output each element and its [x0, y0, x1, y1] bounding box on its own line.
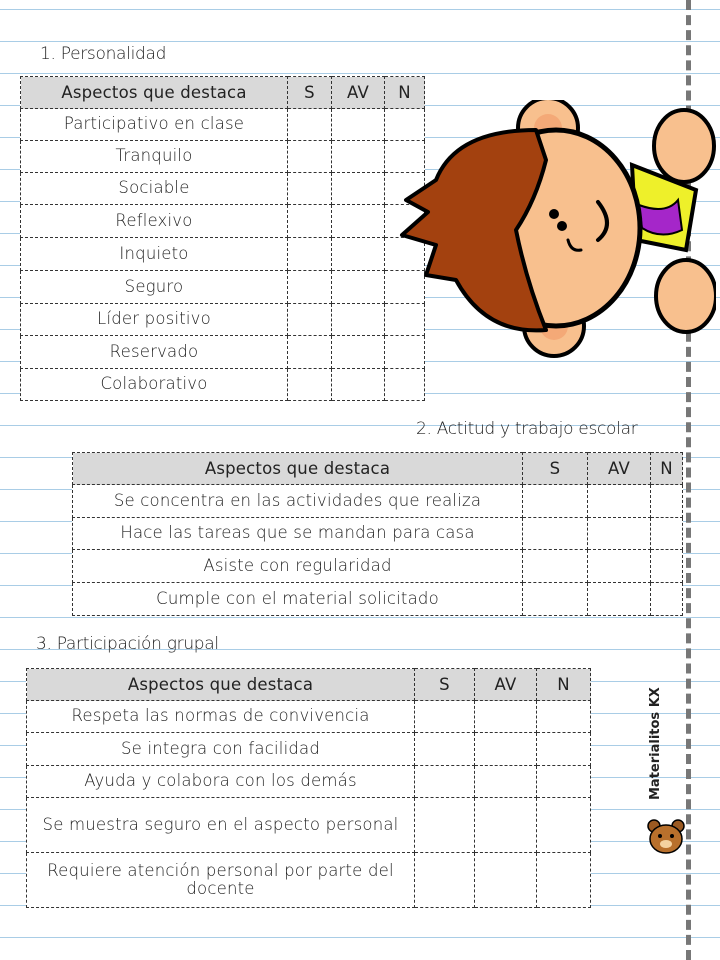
table-row — [27, 853, 591, 908]
table-personalidad — [20, 76, 425, 401]
table-row — [73, 583, 683, 616]
table-row — [21, 141, 425, 173]
rating-cell-s[interactable] — [415, 766, 475, 798]
child-illustration — [396, 100, 716, 360]
table-row — [21, 369, 425, 401]
section-title-personalidad: 1. Personalidad — [40, 44, 167, 64]
rating-cell-av[interactable] — [475, 733, 537, 766]
rating-cell-av[interactable] — [332, 141, 385, 173]
rating-cell-s[interactable] — [523, 583, 588, 616]
aspect-label: Cumple con el material solicitado — [73, 583, 523, 616]
table-row — [21, 109, 425, 141]
rating-cell-av[interactable] — [332, 304, 385, 336]
header-aspectos: Aspectos que destaca — [27, 669, 415, 701]
rating-cell-s[interactable] — [288, 271, 332, 304]
rating-cell-s[interactable] — [523, 485, 588, 518]
aspect-label: Colaborativo — [21, 369, 288, 401]
table-row — [27, 766, 591, 798]
rating-cell-av[interactable] — [332, 271, 385, 304]
aspect-label: Hace las tareas que se mandan para casa — [73, 518, 523, 550]
aspect-label: Requiere atención personal por parte del docente — [27, 853, 415, 908]
rating-cell-av[interactable] — [588, 485, 651, 518]
rating-cell-s[interactable] — [288, 336, 332, 369]
table-row — [73, 518, 683, 550]
rating-cell-n[interactable] — [651, 550, 683, 583]
aspect-label: Se concentra en las actividades que realiza — [73, 485, 523, 518]
rating-cell-av[interactable] — [475, 798, 537, 853]
rating-cell-s[interactable] — [288, 141, 332, 173]
rating-cell-n[interactable] — [651, 583, 683, 616]
table-participacion — [26, 668, 591, 908]
table-header-row — [73, 453, 683, 485]
aspect-label: Ayuda y colabora con los demás — [27, 766, 415, 798]
header-av: AV — [332, 77, 385, 109]
header-av: AV — [475, 669, 537, 701]
rating-cell-av[interactable] — [475, 701, 537, 733]
aspect-label: Respeta las normas de convivencia — [27, 701, 415, 733]
rating-cell-s[interactable] — [523, 550, 588, 583]
rating-cell-n[interactable] — [537, 798, 591, 853]
rating-cell-n[interactable] — [651, 518, 683, 550]
rating-cell-s[interactable] — [523, 518, 588, 550]
rating-cell-av[interactable] — [332, 109, 385, 141]
rating-cell-av[interactable] — [332, 205, 385, 238]
table-row — [27, 733, 591, 766]
aspect-label: Se integra con facilidad — [27, 733, 415, 766]
aspect-label: Participativo en clase — [21, 109, 288, 141]
rating-cell-s[interactable] — [415, 733, 475, 766]
header-av: AV — [588, 453, 651, 485]
header-n: N — [651, 453, 683, 485]
rating-cell-s[interactable] — [415, 701, 475, 733]
rating-cell-n[interactable] — [537, 766, 591, 798]
table-header-row — [21, 77, 425, 109]
header-s: S — [415, 669, 475, 701]
table-row — [27, 798, 591, 853]
rating-cell-av[interactable] — [332, 336, 385, 369]
bear-icon — [646, 818, 686, 856]
rating-cell-n[interactable] — [537, 701, 591, 733]
rating-cell-av[interactable] — [332, 238, 385, 271]
table-row — [21, 336, 425, 369]
header-n: N — [537, 669, 591, 701]
header-s: S — [523, 453, 588, 485]
table-row — [21, 205, 425, 238]
rating-cell-s[interactable] — [288, 369, 332, 401]
aspect-label: Sociable — [21, 173, 288, 205]
rating-cell-n[interactable] — [385, 369, 425, 401]
aspect-label: Seguro — [21, 271, 288, 304]
table-row — [73, 485, 683, 518]
aspect-label: Asiste con regularidad — [73, 550, 523, 583]
header-aspectos: Aspectos que destaca — [73, 453, 523, 485]
rating-cell-s[interactable] — [288, 109, 332, 141]
table-row — [27, 701, 591, 733]
table-row — [21, 238, 425, 271]
table-row — [21, 304, 425, 336]
rating-cell-av[interactable] — [588, 518, 651, 550]
rating-cell-n[interactable] — [537, 853, 591, 908]
header-n: N — [385, 77, 425, 109]
rating-cell-av[interactable] — [475, 766, 537, 798]
rating-cell-s[interactable] — [288, 205, 332, 238]
aspect-label: Tranquilo — [21, 141, 288, 173]
table-row — [21, 271, 425, 304]
aspect-label: Líder positivo — [21, 304, 288, 336]
rating-cell-n[interactable] — [651, 485, 683, 518]
header-s: S — [288, 77, 332, 109]
table-row — [73, 550, 683, 583]
rating-cell-s[interactable] — [288, 173, 332, 205]
rating-cell-av[interactable] — [332, 369, 385, 401]
rating-cell-s[interactable] — [415, 798, 475, 853]
rating-cell-av[interactable] — [588, 583, 651, 616]
aspect-label: Se muestra seguro en el aspecto personal — [27, 798, 415, 853]
rating-cell-av[interactable] — [475, 853, 537, 908]
table-header-row — [27, 669, 591, 701]
aspect-label: Reservado — [21, 336, 288, 369]
aspect-label: Inquieto — [21, 238, 288, 271]
section-title-actitud: 2. Actitud y trabajo escolar — [416, 419, 638, 439]
table-row — [21, 173, 425, 205]
section-title-participacion: 3. Participación grupal — [36, 634, 219, 654]
table-actitud — [72, 452, 683, 616]
rating-cell-s[interactable] — [288, 238, 332, 271]
header-aspectos: Aspectos que destaca — [21, 77, 288, 109]
aspect-label: Reflexivo — [21, 205, 288, 238]
rating-cell-av[interactable] — [588, 550, 651, 583]
brand-text: Materialitos KX — [648, 687, 663, 800]
rating-cell-s[interactable] — [288, 304, 332, 336]
rating-cell-av[interactable] — [332, 173, 385, 205]
rating-cell-s[interactable] — [415, 853, 475, 908]
rating-cell-n[interactable] — [537, 733, 591, 766]
